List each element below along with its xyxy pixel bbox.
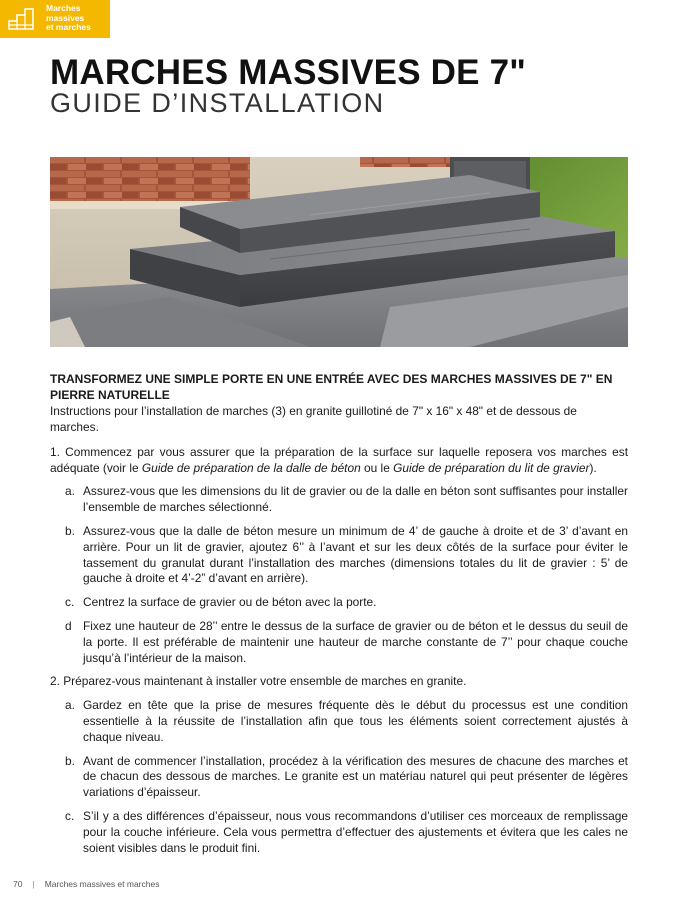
step-2-item-c xyxy=(50,809,628,856)
page-title: MARCHES MASSIVES DE 7" xyxy=(50,53,527,92)
item-letter: a. xyxy=(65,484,75,499)
section-tab-label xyxy=(46,4,106,33)
step-2-item-b xyxy=(50,754,628,801)
section-tab xyxy=(0,0,110,38)
item-letter: c. xyxy=(65,808,75,823)
tab-line-1: Marches xyxy=(46,3,81,13)
item-letter: b. xyxy=(65,523,75,538)
step-2-item-a xyxy=(50,698,628,745)
item-letter: c. xyxy=(65,595,75,610)
item-text: Fixez une hauteur de 28’’ entre le dessus de la surface de gravier ou de béton et le dessus du seuil de la porte. Il est préférable de maintenir une hauteur de marche constante de 7’’ pour chaque couche jusqu’à l’intérieur de la maison. xyxy=(83,618,628,665)
item-letter: d xyxy=(65,618,72,633)
step-1-item-b xyxy=(50,524,628,587)
step-1-text xyxy=(50,445,628,477)
step-1-text-before: 1. Commencez par vous assurer que la préparation de la surface sur laquelle reposera vos marches est adéquate (voir le xyxy=(50,444,628,475)
instructions-intro: Instructions pour l’installation de marches (3) en granite guillotiné de 7" x 16" x 48" et de dessous de marches. xyxy=(50,404,577,434)
footer-section: Marches massives et marches xyxy=(44,879,160,889)
step-1-item-d xyxy=(50,619,628,666)
tab-line-3: et marches xyxy=(46,22,91,32)
footer-separator: | xyxy=(32,879,35,889)
granite-steps-photo xyxy=(50,157,628,347)
item-text: Assurez-vous que les dimensions du lit de gravier ou de la dalle en béton sont suffisantes pour installer l’ensemble de marches sélectionné. xyxy=(83,484,628,515)
item-text: Centrez la surface de gravier ou de béton avec la porte. xyxy=(83,595,377,610)
tab-line-2: massives xyxy=(46,12,85,23)
step-2 xyxy=(50,674,628,856)
item-text: Gardez en tête que la prise de mesures fréquente dès le début du processus est une condition essentielle à la réussite de l’installation afin que tous les éléments soient correctement ajustés à chaque niveau. xyxy=(83,698,628,744)
step-1 xyxy=(50,445,628,667)
step-1-text-middle: ou le xyxy=(360,460,394,475)
page-number: 70 xyxy=(13,879,23,889)
guide-link-concrete: Guide de préparation de la dalle de béton xyxy=(141,460,361,475)
steps-icon xyxy=(8,8,34,30)
page-footer xyxy=(13,879,159,889)
page-subtitle: GUIDE D’INSTALLATION xyxy=(50,88,385,118)
instructions-heading: TRANSFORMEZ UNE SIMPLE PORTE EN UNE ENTRÉE AVEC DES MARCHES MASSIVES DE 7" EN PIERRE NATURELLE xyxy=(50,372,613,402)
instructions xyxy=(50,372,628,856)
step-2-text: 2. Préparez-vous maintenant à installer votre ensemble de marches en granite. xyxy=(50,674,467,689)
item-letter: a. xyxy=(65,698,75,713)
item-text: Avant de commencer l’installation, procédez à la vérification des mesures de chacune des marches et de chacun des dessous de marches. Le granite est un matériau naturel qui peut présenter de légères variations d’épaisseur. xyxy=(83,753,628,800)
step-1-item-c xyxy=(50,595,628,611)
step-1-text-after: ). xyxy=(589,460,597,475)
item-text: Assurez-vous que la dalle de béton mesure un minimum de 4’ de gauche à droite et de 3’ d’avant en arrière. Pour un lit de gravier, ajoutez 6’’ à l’avant et sur les deux côtés de la surface pour éviter le tassement du granulat durant l’installation des marches (dimensions totales du lit de gravier : 5’ de gauche à droite et 4’-2” d’avant en arrière). xyxy=(83,523,628,586)
item-letter: b. xyxy=(65,753,75,768)
step-1-item-a xyxy=(50,484,628,516)
item-text: S’il y a des différences d’épaisseur, nous vous recommandons d’utiliser ces morceaux de remplissage pour la couche inférieure. Cela vous permettra d’effectuer des ajustements et évitera que les cales ne soient visibles dans le produit fini. xyxy=(83,808,628,855)
guide-link-gravel: Guide de préparation du lit de gravier xyxy=(393,460,590,475)
